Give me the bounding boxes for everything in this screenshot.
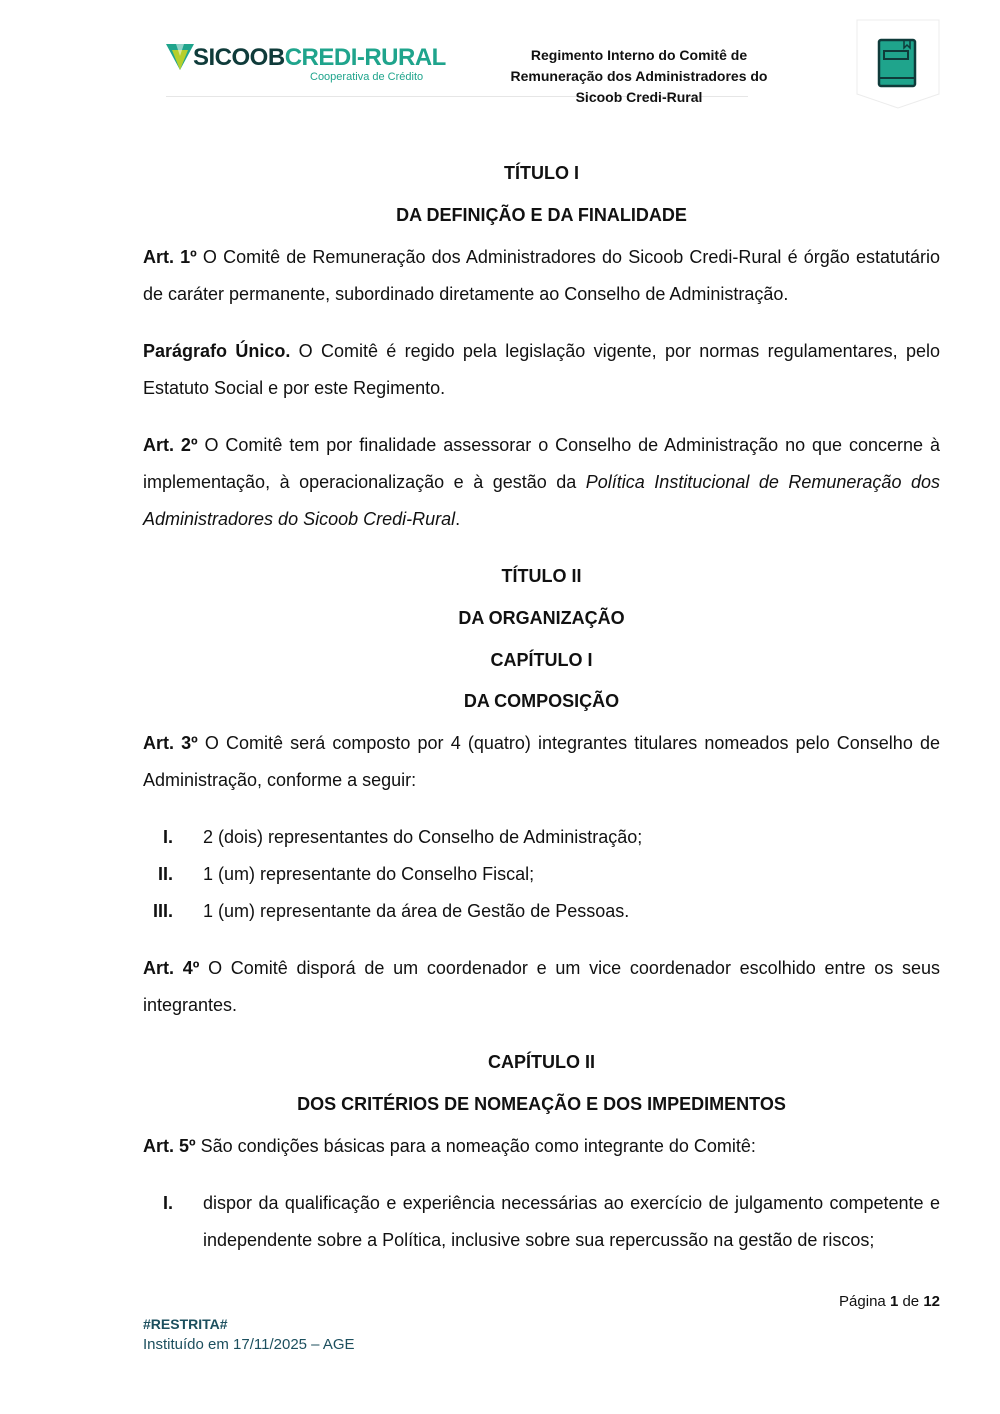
article-text: São condições básicas para a nomeação como integrante do Comitê:	[195, 1136, 756, 1156]
page-number	[839, 1293, 940, 1310]
page-current: 1	[889, 1293, 899, 1310]
list-text: 2 (dois) representantes do Conselho de Administração;	[203, 827, 643, 847]
chapter-2: CAPÍTULO II	[488, 1052, 595, 1072]
list-text: 1 (um) representante da área de Gestão de Pessoas.	[203, 901, 630, 921]
page-label: Página	[839, 1293, 886, 1310]
list-item	[143, 1185, 940, 1296]
instituted-date: Instituído em 17/11/2025 – AGE	[143, 1336, 355, 1353]
article-4	[143, 950, 940, 1024]
logo-subtitle: Cooperativa de Crédito	[310, 71, 424, 83]
article-2	[143, 427, 940, 538]
article-5	[143, 1128, 940, 1165]
logo-brand-b: CREDI-RURAL	[284, 44, 446, 71]
chapter-1-heading: DA COMPOSIÇÃO	[463, 691, 620, 711]
article-text: O Comitê de Remuneração dos Administradores do Sicoob Credi-Rural é órgão estatutário de caráter permanente, subordinado diretamente ao Conselho de Administração.	[143, 247, 940, 304]
article-3	[143, 725, 940, 799]
chapter-2-heading: DOS CRITÉRIOS DE NOMEAÇÃO E DOS IMPEDIMENTOS	[297, 1094, 786, 1114]
title-1: TÍTULO I	[504, 163, 579, 183]
article-label: Art. 4º	[143, 958, 200, 978]
document-header-title	[480, 45, 798, 108]
title-2-heading: DA ORGANIZAÇÃO	[458, 608, 625, 628]
header-title-line: Remuneração dos Administradores do	[510, 68, 768, 84]
list-number: III.	[152, 901, 173, 921]
page-of: de	[902, 1293, 920, 1310]
list-text: dispor da qualificação e experiência necessárias ao exercício de julgamento competente e independente sobre a Política, inclusive sobre sua repercussão na gestão de riscos;	[203, 1193, 940, 1250]
paragrafo-unico	[143, 333, 940, 407]
chapter-1: CAPÍTULO I	[490, 650, 593, 670]
article-label: Art. 5º	[143, 1136, 196, 1156]
classification-label: #RESTRITA#	[143, 1316, 228, 1332]
article-text: O Comitê disporá de um coordenador e um vice coordenador escolhido entre os seus integrantes.	[143, 958, 940, 1015]
list-number: II.	[157, 864, 173, 884]
paragraph-label: Parágrafo Único.	[143, 341, 291, 361]
title-2: TÍTULO II	[501, 566, 582, 586]
page-total: 12	[923, 1293, 940, 1310]
list-text: 1 (um) representante do Conselho Fiscal;	[203, 864, 535, 884]
header-title-line: Sicoob Credi-Rural	[575, 89, 703, 105]
policy-name: Política Institucional de Remuneração dos Administradores do Sicoob Credi-Rural	[143, 472, 940, 529]
article-label: Art. 1º	[143, 247, 197, 267]
header-title-line: Regimento Interno do Comitê de	[530, 47, 748, 63]
paragraph-text: O Comitê é regido pela legislação vigente, por normas regulamentares, pelo Estatuto Social e por este Regimento.	[143, 341, 940, 398]
title-1-heading: DA DEFINIÇÃO E DA FINALIDADE	[396, 205, 687, 225]
article-text-end: .	[455, 509, 461, 529]
article-text: O Comitê tem por finalidade assessorar o Conselho de Administração no que concerne à implementação, à operacionalização e à gestão da	[143, 435, 940, 492]
article-1	[143, 239, 940, 313]
list-number: I.	[162, 1193, 173, 1213]
book-icon	[856, 19, 940, 109]
article-label: Art. 3º	[143, 733, 198, 753]
article-text: O Comitê será composto por 4 (quatro) integrantes titulares nomeados pelo Conselho de Administração, conforme a seguir:	[143, 733, 940, 790]
logo-brand-a: SICOOB	[193, 44, 285, 71]
article-label: Art. 2º	[143, 435, 198, 455]
logo-mark-icon	[166, 44, 194, 72]
list-number: I.	[162, 827, 173, 847]
